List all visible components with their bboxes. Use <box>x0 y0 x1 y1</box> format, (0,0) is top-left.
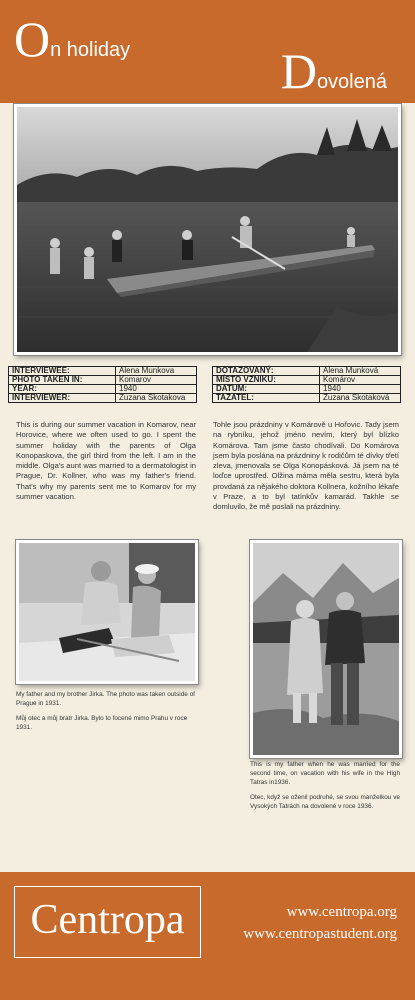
title-cz-rest: ovolená <box>316 71 387 93</box>
caption-english: This is my father when he was married for the second time, on vacation with his wife in the High Tatras in1936. <box>250 761 400 786</box>
photo3-caption <box>250 760 400 817</box>
header-banner <box>0 0 415 103</box>
meta-value: Zuzana Skotakova <box>116 394 197 403</box>
caption-czech: Otec, když se oženil podruhé, se svou manželkou ve Vysokých Tatrách na dovolené v roce 1936. <box>250 794 400 810</box>
father-wife-image <box>253 543 399 755</box>
meta-key: DATUM: <box>213 385 320 394</box>
meta-key: INTERVIEWER: <box>9 394 116 403</box>
title-en-rest: n holiday <box>50 39 131 61</box>
caption-czech: Můj otec a můj bratr Jirka. Bylo to focené mimo Prahu v roce 1931. <box>16 715 188 731</box>
title-cz-initial: D <box>280 43 317 99</box>
meta-value: Komarov <box>116 376 197 385</box>
meta-key: MÍSTO VZNIKU: <box>213 376 320 385</box>
father-brother-image <box>19 543 195 681</box>
caption-english: My father and my brother Jirka. The photo was taken outside of Prague in 1931. <box>16 691 195 707</box>
meta-table-english <box>8 366 197 403</box>
footer-banner <box>0 872 415 1000</box>
meta-value: 1940 <box>116 385 197 394</box>
centropa-link[interactable]: www.centropa.org <box>286 904 397 920</box>
meta-key: INTERVIEWEE: <box>9 367 116 376</box>
meta-value: Komárov <box>320 376 401 385</box>
meta-value: Zuzana Skotaková <box>320 394 401 403</box>
father-wife-photo <box>250 540 402 758</box>
logo-text: Centropa <box>30 897 185 943</box>
meta-value: 1940 <box>320 385 401 394</box>
story-english: This is during our summer vacation in Komarov, near Horovice, where we often used to go. I spent the summer holiday with the parents of Olga Konopaskova, the girl third from the left. I am in the middle. Olga's aunt was married to a dermatologist in Prague, Dr. Kollner, who was my father's friend. That's why my parents sent me to Komarov for my summer vacation. <box>16 420 196 502</box>
centropastudent-link[interactable]: www.centropastudent.org <box>243 926 397 942</box>
meta-key: TAZATEL: <box>213 394 320 403</box>
father-brother-photo <box>16 540 198 684</box>
meta-key: DOTAZOVANÝ: <box>213 367 320 376</box>
photo2-caption <box>16 690 196 738</box>
meta-value: Alena Munková <box>320 367 401 376</box>
title-english <box>14 11 131 67</box>
table-row <box>9 394 197 403</box>
main-photo <box>14 104 401 355</box>
table-row <box>213 394 401 403</box>
title-en-initial: O <box>14 11 51 67</box>
title-czech <box>280 43 387 99</box>
story-czech: Tohle jsou prázdniny v Komárově u Hořovic. Tady jsem na rybníku, jehož jméno nevím, který byl blízko Komárova. Tam jsme často chodívali. Do Komárova jsem byla poslána na prázdniny k rodičům té dívky třetí zleva, jmenovala se Olga Konopásková. Já jsem na té loďce uprostřed. Olžina máma měla sestru, která byla provdaná za nějakého doktora Kollnera, kožního lékaře v Praze, a to byl tatínkův kamarád. Takhle se domluvilo, že mě poslali na prázdniny. <box>213 420 399 512</box>
meta-table-czech <box>212 366 401 403</box>
centropa-logo <box>14 886 201 958</box>
meta-value: Alena Munkova <box>116 367 197 376</box>
lake-boat-photo <box>17 107 398 352</box>
meta-key: YEAR: <box>9 385 116 394</box>
meta-key: PHOTO TAKEN IN: <box>9 376 116 385</box>
